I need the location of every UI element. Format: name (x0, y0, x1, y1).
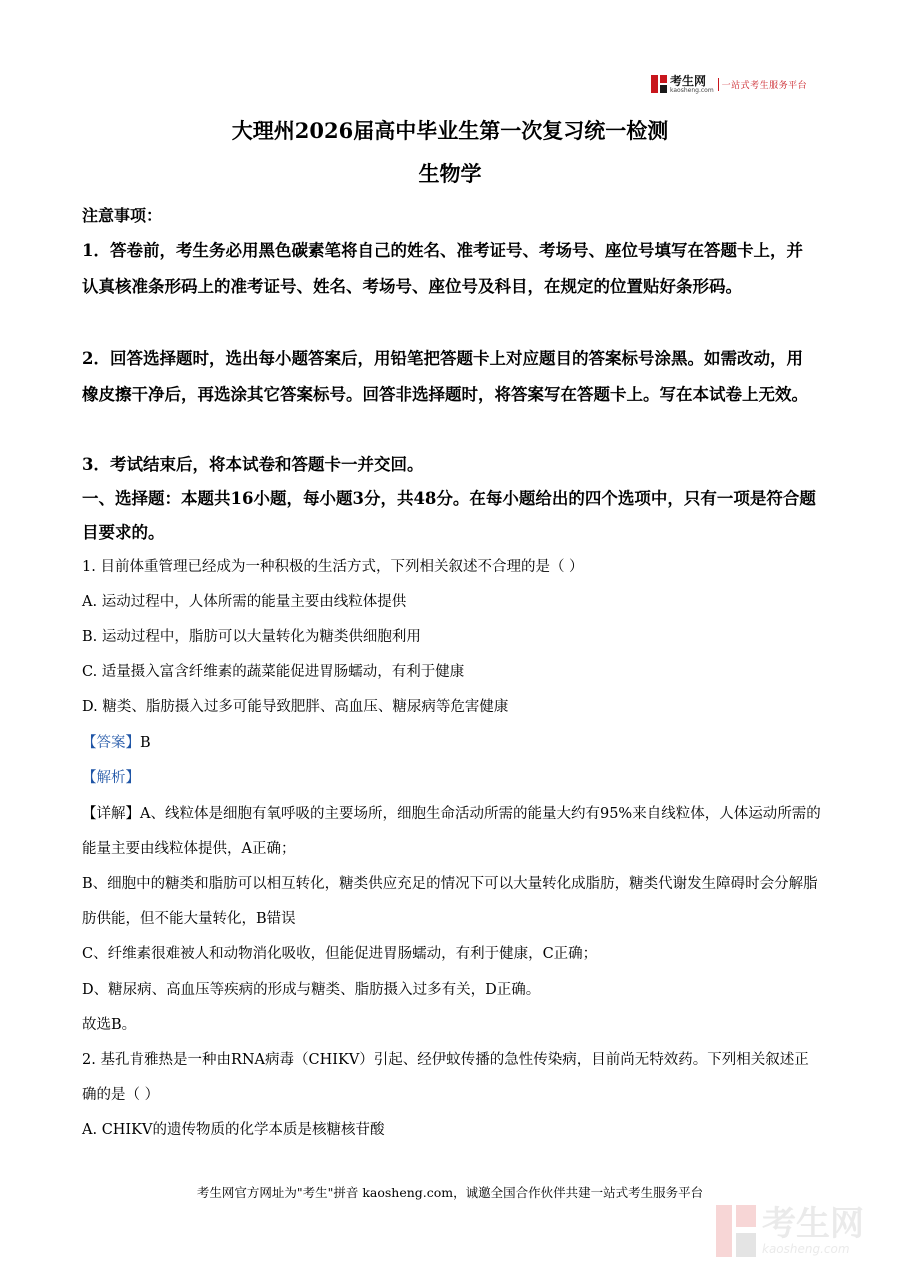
brand-logo (651, 72, 807, 96)
notice-item-2: 2．回答选择题时，选出每小题答案后，用铅笔把答题卡上对应题目的答案标号涂黑。如需改动，用橡皮擦干净后，再选涂其它答案标号。回答非选择题时，将答案写在答题卡上。写在本试卷上无效。 (82, 349, 808, 404)
q1-answer (82, 726, 822, 761)
watermark-name: 考生网 (762, 1204, 864, 1244)
q1-detail-a (82, 797, 822, 867)
q2-option-a: A. CHIKV的遗传物质的化学本质是核糖核苷酸 (82, 1122, 385, 1138)
answer-value: B (140, 735, 151, 751)
analysis-label: 【解析】 (82, 770, 140, 786)
q1-option-b: B. 运动过程中，脂肪可以大量转化为糖类供细胞利用 (82, 629, 421, 645)
brand-slogan: 一站式考生服务平台 (718, 78, 808, 91)
section-heading: 一、选择题：本题共16小题，每小题3分，共48分。在每小题给出的四个选项中，只有一项是符合题目要求的。 (82, 489, 816, 542)
detail-a-text: A、线粒体是细胞有氧呼吸的主要场所，细胞生命活动所需的能量大约有95%来自线粒体，人体运动所需的能量主要由线粒体提供，A正确； (82, 806, 821, 857)
watermark-logo (716, 1205, 864, 1257)
brand-name: 考生网 (670, 73, 707, 88)
q1-detail-b: B、细胞中的糖类和脂肪可以相互转化，糖类供应充足的情况下可以大量转化成脂肪，糖类代谢发生障碍时会分解脂肪供能，但不能大量转化，B错误 (82, 876, 818, 927)
notice-heading: 注意事项： (82, 206, 163, 225)
notice-item-3: 3．考试结束后，将本试卷和答题卡一并交回。 (82, 455, 424, 474)
notice-item-1: 1．答卷前，考生务必用黑色碳素笔将自己的姓名、准考证号、考场号、座位号填写在答题卡上，并认真核准条形码上的准考证号、姓名、考场号、座位号及科目，在规定的位置贴好条形码。 (82, 241, 803, 296)
exam-title: 大理州2026届高中毕业生第一次复习统一检测 (231, 118, 669, 143)
q1-conclusion: 故选B。 (82, 1017, 137, 1033)
q1-detail-d: D、糖尿病、高血压等疾病的形成与糖类、脂肪摄入过多有关，D正确。 (82, 982, 541, 998)
exam-subject: 生物学 (418, 161, 482, 186)
watermark-domain: kaosheng.com (762, 1242, 850, 1256)
answer-label: 【答案】 (82, 735, 140, 751)
page-footer: 考生网官方网址为"考生"拼音 kaosheng.com，诚邀全国合作伙伴共建一站式考生服务平台 (196, 1185, 704, 1200)
brand-logo-icon (651, 75, 667, 93)
q2-stem: 2. 基孔肯雅热是一种由RNA病毒（CHIKV）引起、经伊蚊传播的急性传染病，目前尚无特效药。下列相关叙述正确的是（ ） (82, 1052, 809, 1103)
watermark-logo-icon (716, 1205, 756, 1257)
detail-label: 【详解】 (82, 806, 140, 822)
q1-detail-c: C、纤维素很难被人和动物消化吸收，但能促进胃肠蠕动，有利于健康，C正确； (82, 946, 598, 962)
q1-option-a: A. 运动过程中，人体所需的能量主要由线粒体提供 (82, 594, 407, 610)
q1-option-d: D. 糖类、脂肪摄入过多可能导致肥胖、高血压、糖尿病等危害健康 (82, 699, 509, 715)
q1-analysis-label (82, 761, 822, 796)
brand-domain: kaosheng.com (670, 86, 714, 94)
q1-option-c: C. 适量摄入富含纤维素的蔬菜能促进胃肠蠕动，有利于健康 (82, 664, 465, 680)
q1-stem: 1. 目前体重管理已经成为一种积极的生活方式，下列相关叙述不合理的是（ ） (82, 559, 584, 575)
